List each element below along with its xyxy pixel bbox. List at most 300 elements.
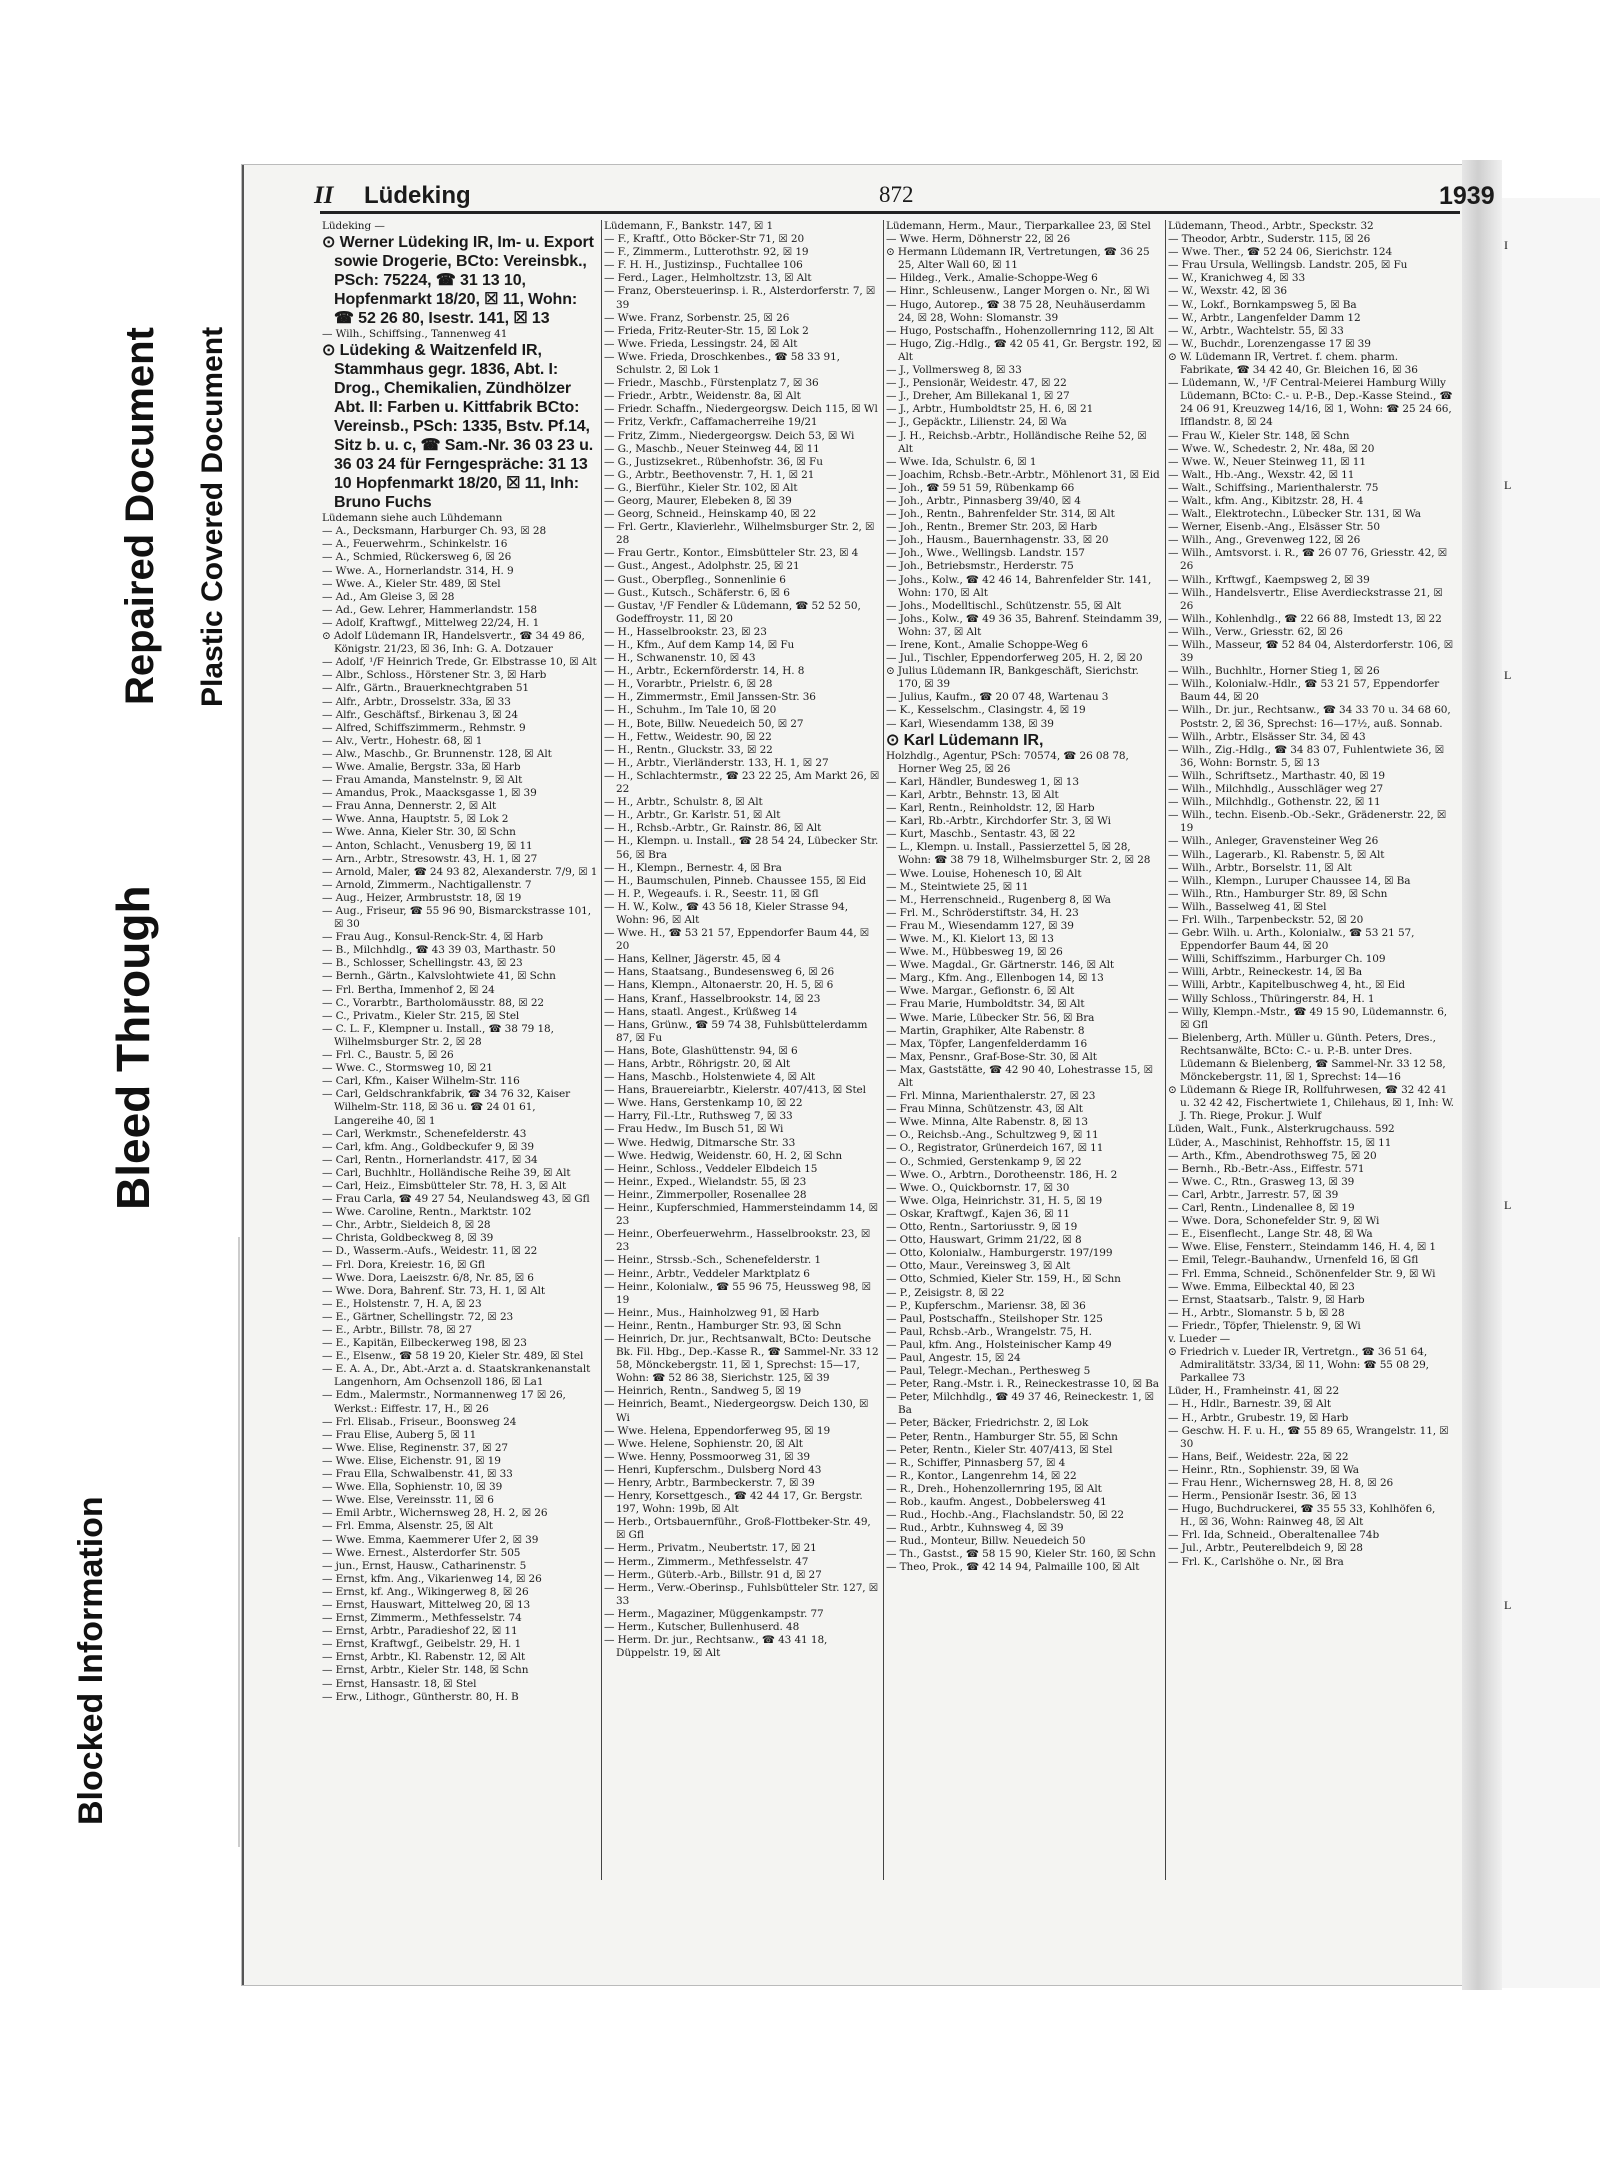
directory-entry: — Franz, Obersteuerinsp. i. R., Alsterdorferstr. 7, ☒ 39 bbox=[604, 285, 876, 311]
directory-entry: — Hans, Brauereiarbtr., Kielerstr. 407/413, ☒ Stel bbox=[604, 1084, 866, 1097]
directory-entry: — Frl. Emma, Alsenstr. 25, ☒ Alt bbox=[322, 1520, 493, 1533]
directory-entry: — H., Vorarbtr., Prielstr. 6, ☒ 28 bbox=[604, 678, 773, 691]
directory-entry: — Wilh., Kohlenhdlg., ☎ 22 66 88, Imstedt 13, ☒ 22 bbox=[1168, 612, 1442, 625]
directory-entry: — C., Vorarbtr., Bartholomäusstr. 88, ☒ 22 bbox=[322, 996, 545, 1009]
directory-entry: — Wwe. Herm, Döhnerstr 22, ☒ 26 bbox=[886, 233, 1071, 246]
directory-entry: — W., Kranichweg 4, ☒ 33 bbox=[1168, 272, 1306, 285]
next-page-fragment: L bbox=[1504, 1598, 1512, 1612]
directory-entry: — Peter, Milchhdlg., ☎ 49 37 46, Reineckestr. 1, ☒ Ba bbox=[886, 1391, 1154, 1417]
column-4 bbox=[1168, 220, 1454, 1890]
directory-entry: — Wilh., techn. Eisenb.-Ob.-Sekr., Grädenerstr. 22, ☒ 19 bbox=[1168, 809, 1447, 835]
directory-entry: — H., Klempn., Bernestr. 4, ☒ Bra bbox=[604, 861, 782, 874]
directory-entry: — F., Zimmerm., Lutterothstr. 92, ☒ 19 bbox=[604, 246, 809, 259]
directory-entry: — Alfr., Arbtr., Drosselstr. 33a, ☒ 33 bbox=[322, 695, 511, 708]
directory-entry: — Wwe. M., Hübbesweg 19, ☒ 26 bbox=[886, 946, 1063, 959]
directory-entry: — Hans, Arbtr., Röhrigstr. 20, ☒ Alt bbox=[604, 1058, 791, 1070]
directory-entry: — Fritz, Zimm., Niedergeorgsw. Deich 53, ☒ Wi bbox=[604, 429, 855, 442]
column-divider bbox=[883, 220, 884, 1880]
directory-entry: — Arnold, Maler, ☎ 24 93 82, Alexanderstr. 7/9, ☒ 1 bbox=[322, 865, 598, 878]
directory-entry: — Gust., Angest., Adolphstr. 25, ☒ 21 bbox=[604, 560, 800, 573]
directory-entry: — M., Steintwiete 25, ☒ 11 bbox=[886, 880, 1029, 893]
directory-entry: Lüdemann, F., Bankstr. 147, ☒ 1 bbox=[604, 220, 774, 232]
directory-entry: Holzhdlg., Agentur, PSch: 70574, ☎ 26 08 78, Horner Weg 25, ☒ 26 bbox=[886, 749, 1129, 775]
directory-entry: — Henry, Korsettgesch., ☎ 42 44 17, Gr. Bergstr. 197, Wohn: 199b, ☒ Alt bbox=[604, 1490, 863, 1516]
directory-entry: — Ferd., Lager., Helmholtzstr. 13, ☒ Alt bbox=[604, 272, 812, 285]
directory-entry: — Alfr., Geschäftsf., Birkenau 3, ☒ 24 bbox=[322, 708, 518, 721]
directory-entry: — Wwe. Franz, Sorbenstr. 25, ☒ 26 bbox=[604, 311, 790, 324]
directory-entry: — Ernst, kfm. Ang., Vikarienweg 14, ☒ 26 bbox=[322, 1572, 542, 1585]
directory-entry: — Frl. K., Carlshöhe o. Nr., ☒ Bra bbox=[1168, 1555, 1344, 1568]
directory-entry: — Herm., Güterb.-Arb., Billstr. 91 d, ☒ 27 bbox=[604, 1568, 822, 1581]
directory-entry: — Herm., Pensionär Isestr. 36, ☒ 13 bbox=[1168, 1490, 1357, 1503]
directory-entry: Lüdemann siehe auch Lühdemann bbox=[322, 512, 503, 525]
directory-entry: — Otto, Hauswart, Grimm 21/22, ☒ 8 bbox=[886, 1234, 1082, 1247]
directory-entry: — Hugo, Autorep., ☎ 38 75 28, Neuhäuserdamm 24, ☒ 28, Wohn: Slomanstr. 39 bbox=[886, 298, 1146, 324]
directory-entry: — Herm., Verw.-Oberinsp., Fuhlsbütteler Str. 127, ☒ 33 bbox=[604, 1581, 879, 1607]
directory-entry: — Ernst, Zimmerm., Methfesselstr. 74 bbox=[322, 1612, 522, 1625]
header-roman: II bbox=[314, 182, 334, 209]
directory-entry: — Adolf, Kraftwgf., Mittelweg 22/24, H. 1 bbox=[322, 616, 540, 629]
directory-entry: — Joh., Arbtr., Pinnasberg 39/40, ☒ 4 bbox=[886, 494, 1081, 507]
directory-entry: — Ernst, Kraftwgf., Geibelstr. 29, H. 1 bbox=[322, 1638, 522, 1651]
directory-entry: — E., Kapitän, Eilbeckerweg 198, ☒ 23 bbox=[322, 1337, 527, 1350]
directory-entry: — Joh., Betriebsmstr., Herderstr. 75 bbox=[886, 560, 1074, 573]
directory-entry: — Peter, Rentn., Kieler Str. 407/413, ☒ Stel bbox=[886, 1443, 1113, 1456]
directory-entry: — E., Arbtr., Billstr. 78, ☒ 27 bbox=[322, 1324, 472, 1336]
directory-entry: Lüdemann, Herm., Maur., Tierparkallee 23, ☒ Stel bbox=[886, 220, 1151, 232]
directory-entry: — Herb., Ortsbauernführ., Groß-Flottbeker-Str. 49, ☒ Gfl bbox=[604, 1516, 871, 1542]
directory-entry: — Frl. Bertha, Immenhof 2, ☒ 24 bbox=[322, 983, 495, 996]
directory-entry: — Herm., Privatm., Neubertstr. 17, ☒ 21 bbox=[604, 1542, 817, 1555]
directory-entry: — Bernh., Gärtn., Kalvslohtwiete 41, ☒ Schn bbox=[322, 970, 556, 983]
directory-entry: — Wwe. Hedwig, Weidenstr. 60, H. 2, ☒ Schn bbox=[604, 1149, 843, 1162]
directory-entry: — Wwe. A., Kieler Str. 489, ☒ Stel bbox=[322, 577, 501, 590]
directory-entry: — Otto, Kolonialw., Hamburgerstr. 197/199 bbox=[886, 1247, 1113, 1260]
directory-entry: — Wwe. Minna, Alte Rabenstr. 8, ☒ 13 bbox=[886, 1116, 1088, 1129]
directory-entry: — Max, Töpfer, Langenfelderdamm 16 bbox=[886, 1037, 1088, 1050]
directory-entry: — Friedr., Töpfer, Thielenstr. 9, ☒ Wi bbox=[1168, 1319, 1361, 1332]
directory-entry: — H., Arbtr., Grubestr. 19, ☒ Harb bbox=[1168, 1411, 1349, 1424]
directory-entry: — Wilh., Rtn., Hamburger Str. 89, ☒ Schn bbox=[1168, 887, 1388, 900]
directory-entry: — Heinr., Mus., Hainholzweg 91, ☒ Harb bbox=[604, 1306, 820, 1319]
directory-entry: — W., Arbtr., Langenfelder Damm 12 bbox=[1168, 311, 1361, 324]
directory-entry: ⊙ Karl Lüdemann IR, bbox=[886, 731, 1044, 749]
directory-entry: — A., Decksmann, Harburger Ch. 93, ☒ 28 bbox=[322, 525, 547, 538]
directory-entry: — Max, Pensnr., Graf-Bose-Str. 30, ☒ Alt bbox=[886, 1050, 1097, 1063]
directory-entry: Lüdeking — bbox=[322, 220, 385, 232]
directory-entry: — Emil Arbtr., Wichernsweg 28, H. 2, ☒ 26 bbox=[322, 1507, 548, 1520]
directory-entry: — M., Herrenschneid., Rugenberg 8, ☒ Wa bbox=[886, 893, 1111, 906]
directory-entry: ⊙ Friedrich v. Lueder IR, Vertretgn., ☎ 36 51 64, Admiralitätstr. 33/34, ☒ 11, Wohn: ☎ 55 08 29, Parkallee 73 bbox=[1168, 1346, 1429, 1385]
directory-entry: — Willi, Arbtr., Reineckestr. 14, ☒ Ba bbox=[1168, 966, 1362, 979]
directory-entry: — Friedr., Arbtr., Weidenstr. 8a, ☒ Alt bbox=[604, 390, 801, 403]
next-page-fragment: L bbox=[1504, 668, 1512, 682]
directory-entry: — Heinr., Exped., Wielandstr. 55, ☒ 23 bbox=[604, 1175, 807, 1188]
directory-entry: — H., Zimmermstr., Emil Janssen-Str. 36 bbox=[604, 691, 816, 704]
directory-entry: — Chr., Arbtr., Sieldeich 8, ☒ 28 bbox=[322, 1219, 491, 1232]
directory-entry: — Wilh., Buchhltr., Horner Stieg 1, ☒ 26 bbox=[1168, 665, 1380, 678]
directory-entry: — Christa, Goldbeckweg 8, ☒ 39 bbox=[322, 1232, 494, 1245]
directory-entry: — Ernst, Arbtr., Paradieshof 22, ☒ 11 bbox=[322, 1625, 518, 1638]
directory-entry: — Hugo, Buchdruckerei, ☎ 35 55 33, Kohlhöfen 6, H., ☒ 36, Wohn: Rainweg 48, ☒ Alt bbox=[1168, 1503, 1436, 1529]
directory-entry: — Frau Minna, Schützenstr. 43, ☒ Alt bbox=[886, 1103, 1083, 1116]
directory-entry: ⊙ Lüdeking & Waitzenfeld IR, Stammhaus gegr. 1836, Abt. I: Drog., Chemikalien, Zündhölzer Abt. II: Farben u. Kittfabrik BCto: Vereinsb., PSch: 1335, Bstv. Pf.14, Sitz b. u. c, ☎ Sam.-Nr. 36 03 23 u. 36 03 24 für Ferngespräche: 31 13 10 Hopfenmarkt 18/20, ☒ 11, Inh: Bruno Fuchs bbox=[322, 342, 594, 512]
directory-entry: — Heinr., Rentn., Hamburger Str. 93, ☒ Schn bbox=[604, 1319, 842, 1332]
directory-entry: — Hildeg., Verk., Amalie-Schoppe-Weg 6 bbox=[886, 272, 1098, 285]
directory-entry: — Lüdemann, W., ¹/F Central-Meierei Hamburg Willy Lüdemann, BCto: C.- u. P.-B., Dep.-Kasse Steind., ☎ 24 06 91, Kreuzweg 14/16, ☒ 1, Wohn: ☎ 25 24 66, Ifflandstr. 8, ☒ 24 bbox=[1168, 377, 1453, 429]
directory-entry: — Ernst, Arbtr., Kl. Rabenstr. 12, ☒ Alt bbox=[322, 1651, 526, 1664]
directory-entry: — Carl, Kfm., Kaiser Wilhelm-Str. 116 bbox=[322, 1075, 520, 1088]
directory-entry: — Wwe. Henny, Possmoorweg 31, ☒ 39 bbox=[604, 1450, 810, 1463]
directory-entry: — Heinr., Zimmerpoller, Rosenallee 28 bbox=[604, 1188, 807, 1201]
directory-entry: — Alfr., Gärtn., Brauerknechtgraben 51 bbox=[322, 682, 529, 695]
directory-entry: — Wwe. Ida, Schulstr. 6, ☒ 1 bbox=[886, 455, 1037, 468]
torn-page-tab bbox=[120, 1237, 238, 1847]
directory-entry: — Hans, staatl. Angest., Krüßweg 14 bbox=[604, 1005, 798, 1018]
directory-entry: — Ernst, Arbtr., Kieler Str. 148, ☒ Schn bbox=[322, 1664, 529, 1677]
directory-entry: — Heinr., Oberfeuerwehrm., Hasselbrookstr. 23, ☒ 23 bbox=[604, 1228, 871, 1254]
directory-entry: — Amandus, Prok., Maacksgasse 1, ☒ 39 bbox=[322, 787, 537, 800]
directory-entry: — W., Arbtr., Wachtelstr. 55, ☒ 33 bbox=[1168, 324, 1344, 337]
directory-entry: — Fritz, Verkfr., Caffamacherreihe 19/21 bbox=[604, 416, 818, 429]
directory-entry: — O., Registrator, Grünerdeich 167, ☒ 11 bbox=[886, 1142, 1104, 1155]
directory-entry: ⊙ Werner Lüdeking IR, Im- u. Export sowie Drogerie, BCto: Vereinsbk., PSch: 75224, ☎ 31 13 10, Hopfenmarkt 18/20, ☒ 11, Wohn: ☎ 52 26 80, Isestr. 141, ☒ 13 bbox=[322, 234, 594, 328]
directory-entry: — Marg., Kfm. Ang., Ellenbogen 14, ☒ 13 bbox=[886, 972, 1104, 985]
page-header bbox=[314, 182, 1495, 212]
directory-entry: — Wilh., Kolonialw.-Hdlr., ☎ 53 21 57, Eppendorfer Baum 44, ☒ 20 bbox=[1168, 678, 1440, 704]
directory-entry: — Jul., Tischler, Eppendorferweg 205, H. 2, ☒ 20 bbox=[886, 652, 1143, 665]
directory-entry: — Henri, Kupferschm., Dulsberg Nord 43 bbox=[604, 1463, 822, 1476]
directory-entry: — Wwe. Hedwig, Ditmarsche Str. 33 bbox=[604, 1136, 796, 1149]
directory-entry: — Werner, Eisenb.-Ang., Elsässer Str. 50 bbox=[1168, 521, 1380, 534]
directory-entry: — H., Arbtr., Gr. Karlstr. 51, ☒ Alt bbox=[604, 809, 781, 822]
directory-entry: — Rud., Hochb.-Ang., Flachslandstr. 50, ☒ 22 bbox=[886, 1509, 1124, 1522]
directory-entry: — Johs., Modelltischl., Schützenstr. 55, ☒ Alt bbox=[886, 599, 1122, 612]
directory-entry: — H., Arbtr., Eckernförderstr. 14, H. 8 bbox=[604, 665, 805, 678]
directory-entry: — Carl, Arbtr., Jarrestr. 57, ☒ 39 bbox=[1168, 1188, 1339, 1201]
directory-entry: — Wwe. Elise, Fensterr., Steindamm 146, H. 4, ☒ 1 bbox=[1168, 1241, 1436, 1254]
directory-entry: — Aug., Friseur, ☎ 55 96 90, Bismarckstrasse 101, ☒ 30 bbox=[322, 905, 591, 931]
directory-entry: — Paul, kfm. Ang., Holsteinischer Kamp 49 bbox=[886, 1338, 1112, 1351]
directory-entry: — Frl. Dora, Kreiestr. 16, ☒ Gfl bbox=[322, 1258, 485, 1271]
directory-entry: ⊙ Hermann Lüdemann IR, Vertretungen, ☎ 36 25 25, Alter Wall 60, ☒ 11 bbox=[886, 246, 1150, 272]
directory-entry: — J., Vollmersweg 8, ☒ 33 bbox=[886, 364, 1022, 377]
directory-entry: — Harry, Fil.-Ltr., Ruthsweg 7, ☒ 33 bbox=[604, 1110, 793, 1123]
directory-entry: — Johs., Kolw., ☎ 49 36 35, Bahrenf. Steindamm 39, Wohn: 37, ☒ Alt bbox=[886, 612, 1162, 638]
directory-entry: — W., Wexstr. 42, ☒ 36 bbox=[1168, 285, 1287, 298]
directory-entry: — H., Kfm., Auf dem Kamp 14, ☒ Fu bbox=[604, 639, 795, 651]
directory-entry: — Johs., Kolw., ☎ 42 46 14, Bahrenfelder Str. 141, Wohn: 170, ☒ Alt bbox=[886, 573, 1152, 599]
directory-entry: — Wilh., Lagerarb., Kl. Rabenstr. 5, ☒ Alt bbox=[1168, 848, 1385, 861]
directory-entry: — Paul, Angestr. 15, ☒ 24 bbox=[886, 1351, 1021, 1364]
directory-entry: — H., Rchsb.-Arbtr., Gr. Rainstr. 86, ☒ Alt bbox=[604, 822, 822, 835]
directory-entry: — Rob., kaufm. Angest., Dobbelersweg 41 bbox=[886, 1496, 1107, 1508]
directory-entry: — E., Eisenflecht., Lange Str. 48, ☒ Wa bbox=[1168, 1228, 1373, 1241]
directory-entry: — B., Schlosser, Schellingstr. 43, ☒ 23 bbox=[322, 957, 523, 970]
directory-entry: — Carl, Rentn., Hornerlandstr. 417, ☒ 34 bbox=[322, 1153, 538, 1166]
directory-entry: — Peter, Rang.-Mstr. i. R., Reineckestrasse 10, ☒ Ba bbox=[886, 1378, 1159, 1391]
directory-entry: — Wilh., Krftwgf., Kaempsweg 2, ☒ 39 bbox=[1168, 573, 1370, 586]
directory-entry: — O., Schmied, Gerstenkamp 9, ☒ 22 bbox=[886, 1155, 1082, 1168]
directory-entry: — Ad., Gew. Lehrer, Hammerlandstr. 158 bbox=[322, 603, 537, 616]
directory-entry: — W., Buchdr., Lorenzengasse 17 ☒ 39 bbox=[1168, 337, 1371, 350]
directory-entry: — Wwe. Anna, Hauptstr. 5, ☒ Lok 2 bbox=[322, 813, 509, 826]
directory-entry: — J., Dreher, Am Billekanal 1, ☒ 27 bbox=[886, 390, 1070, 403]
directory-entry: — Frl. Gertr., Klavierlehr., Wilhelmsburger Str. 2, ☒ 28 bbox=[604, 521, 875, 547]
directory-entry: — P., Zeisigstr. 8, ☒ 22 bbox=[886, 1286, 1005, 1299]
directory-entry: — Wwe. M., Kl. Kielort 13, ☒ 13 bbox=[886, 932, 1054, 945]
directory-entry: — Wwe. Louise, Hohenesch 10, ☒ Alt bbox=[886, 867, 1082, 880]
directory-entry: — Wwe. O., Quickbornstr. 17, ☒ 30 bbox=[886, 1181, 1070, 1194]
directory-entry: — Ernst, Staatsarb., Talstr. 9, ☒ Harb bbox=[1168, 1293, 1365, 1306]
directory-entry: — Heinrich, Beamt., Niedergeorgsw. Deich 130, ☒ Wi bbox=[604, 1398, 869, 1424]
directory-entry: — Theo, Prok., ☎ 42 14 94, Palmaille 100, ☒ Alt bbox=[886, 1561, 1140, 1574]
directory-entry: — Frl. Wilh., Tarpenbeckstr. 52, ☒ 20 bbox=[1168, 913, 1364, 926]
directory-entry: Lüder, H., Framheinstr. 41, ☒ 22 bbox=[1168, 1385, 1340, 1398]
directory-entry: — Wwe. W., Schedestr. 2, Nr. 48a, ☒ 20 bbox=[1168, 442, 1375, 455]
directory-entry: — Joh., Rentn., Bremer Str. 203, ☒ Harb bbox=[886, 521, 1098, 534]
directory-entry: Lüden, Walt., Funk., Alsterkrugchauss. 592 bbox=[1168, 1123, 1395, 1136]
directory-entry: — Kurt, Maschb., Sentastr. 43, ☒ 22 bbox=[886, 828, 1076, 841]
directory-entry: — Hans, Klempn., Altonaerstr. 20, H. 5, ☒ 6 bbox=[604, 979, 834, 992]
directory-entry: — Frau Marie, Humboldtstr. 34, ☒ Alt bbox=[886, 998, 1085, 1011]
directory-entry: — J., Gepäcktr., Lilienstr. 24, ☒ Wa bbox=[886, 416, 1067, 429]
directory-entry: — F. H. H., Justizinsp., Fuchtallee 106 bbox=[604, 259, 803, 272]
directory-entry: — Arth., Kfm., Abendrothsweg 75, ☒ 20 bbox=[1168, 1149, 1377, 1162]
directory-entry: — Walt., Elektrotechn., Lübecker Str. 131, ☒ Wa bbox=[1168, 508, 1421, 521]
directory-entry: — E., Holstenstr. 7, H. A, ☒ 23 bbox=[322, 1297, 482, 1310]
directory-entry: — jun., Ernst, Hausw., Catharinenstr. 5 bbox=[322, 1559, 527, 1572]
directory-entry: — Frl. C., Baustr. 5, ☒ 26 bbox=[322, 1049, 454, 1062]
directory-entry: — Wwe. Frieda, Droschkenbes., ☎ 58 33 91, Schulstr. 2, ☒ Lok 1 bbox=[604, 350, 840, 377]
directory-entry: — Karl, Arbtr., Behnstr. 13, ☒ Alt bbox=[886, 788, 1059, 801]
directory-entry: — Frau Anna, Dennerstr. 2, ☒ Alt bbox=[322, 800, 497, 813]
directory-entry: — Bielenberg, Arth. Müller u. Günth. Peters, Dres., Rechtsanwälte, BCto: C.- u. P.-B. unter Dres. Lüdemann & Bielenberg, ☎ Sammel-Nr. 33 12 58, Mönckebergstr. 11, ☒ 1, Sprechst: 14—16 bbox=[1168, 1031, 1446, 1084]
directory-entry: — Wwe. Elise, Reginenstr. 37, ☒ 27 bbox=[322, 1441, 509, 1454]
directory-entry: — H., Arbtr., Vierländerstr. 133, H. 1, ☒ 27 bbox=[604, 756, 829, 769]
directory-entry: — Frau W., Kieler Str. 148, ☒ Schn bbox=[1168, 429, 1350, 442]
directory-entry: — Frau M., Wiesendamm 127, ☒ 39 bbox=[886, 919, 1074, 932]
directory-entry: — Heinr., Arbtr., Veddeler Marktplatz 6 bbox=[604, 1267, 810, 1280]
directory-entry: — Walt., Schiffsing., Marienthalerstr. 75 bbox=[1168, 481, 1379, 494]
directory-entry: — Hinr., Schleusenw., Langer Morgen o. Nr., ☒ Wi bbox=[886, 285, 1150, 298]
next-page-edge bbox=[1502, 198, 1600, 1988]
directory-entry: — Wwe. C., Stormsweg 10, ☒ 21 bbox=[322, 1062, 493, 1075]
directory-entry: — H., Baumschulen, Pinneb. Chaussee 155, ☒ Eid bbox=[604, 874, 867, 887]
directory-entry: — Geschw. H. F. u. H., ☎ 55 89 65, Wrangelstr. 11, ☒ 30 bbox=[1168, 1424, 1449, 1450]
directory-entry: — Wilh., Schriftsetz., Marthastr. 40, ☒ 19 bbox=[1168, 769, 1385, 782]
directory-entry: — Rud., Monteur, Billw. Neuedeich 50 bbox=[886, 1535, 1086, 1548]
directory-entry: — Wwe. A., Hornerlandstr. 314, H. 9 bbox=[322, 564, 514, 577]
directory-entry: — O., Reichsb.-Ang., Schultzweg 9, ☒ 11 bbox=[886, 1129, 1099, 1142]
directory-entry: — Frl. M., Schröderstiftstr. 34, H. 23 bbox=[886, 906, 1079, 919]
directory-entry: — Wilh., Handelsvertr., Elise Averdieckstrasse 21, ☒ 26 bbox=[1168, 586, 1443, 612]
directory-entry: — Wilh., Zig.-Hdlg., ☎ 34 83 07, Fuhlentwiete 36, ☒ 36, Wohn: Bornstr. 5, ☒ 13 bbox=[1168, 743, 1445, 769]
directory-entry: — Henry, Arbtr., Barmbeckerstr. 7, ☒ 39 bbox=[604, 1477, 815, 1489]
header-name: Lüdeking bbox=[364, 182, 471, 209]
directory-entry: Lüdemann, Theod., Arbtr., Speckstr. 32 bbox=[1168, 220, 1374, 232]
directory-entry: — Willy Schloss., Thüringerstr. 84, H. 1 bbox=[1168, 992, 1375, 1005]
header-page-number: 872 bbox=[879, 182, 914, 207]
directory-entry: — Frau Ursula, Wellingsb. Landstr. 205, ☒ Fu bbox=[1168, 259, 1408, 272]
next-page-fragment: L bbox=[1504, 1198, 1512, 1212]
directory-entry: — Arnold, Zimmerm., Nachtigallenstr. 7 bbox=[322, 878, 532, 891]
directory-entry: — Wilh., Schiffsing., Tannenweg 41 bbox=[322, 328, 508, 341]
directory-entry: — H., Arbtr., Schulstr. 8, ☒ Alt bbox=[604, 796, 763, 809]
directory-entry: — Frau Ella, Schwalbenstr. 41, ☒ 33 bbox=[322, 1468, 513, 1481]
directory-entry: — Hans, Kranf., Hasselbrookstr. 14, ☒ 23 bbox=[604, 992, 821, 1005]
directory-entry: — Georg, Maurer, Elebeken 8, ☒ 39 bbox=[604, 494, 792, 507]
directory-entry: — Wilh., Ang., Grevenweg 122, ☒ 26 bbox=[1168, 534, 1361, 547]
column-1 bbox=[322, 220, 598, 1890]
directory-entry: — Willi, Schiffszimm., Harburger Ch. 109 bbox=[1168, 953, 1386, 966]
directory-entry: — Carl, Heiz., Eimsbütteler Str. 78, H. 3, ☒ Alt bbox=[322, 1179, 567, 1192]
directory-entry: — Emil, Telegr.-Bauhandw., Urnenfeld 16, ☒ Gfl bbox=[1168, 1254, 1419, 1267]
directory-entry: — Carl, Rentn., Lindenallee 8, ☒ 19 bbox=[1168, 1202, 1355, 1215]
directory-entry: — H., Schwanenstr. 10, ☒ 43 bbox=[604, 652, 756, 665]
directory-entry: — Erw., Lithogr., Güntherstr. 80, H. B bbox=[322, 1690, 519, 1703]
directory-entry: — Wwe. Dora, Bahrenf. Str. 73, H. 1, ☒ Alt bbox=[322, 1284, 546, 1297]
directory-entry: — Heinrich, Rentn., Sandweg 5, ☒ 19 bbox=[604, 1385, 802, 1398]
directory-entry: — Carl, Geldschrankfabrik, ☎ 34 76 32, Kaiser Wilhelm-Str. 118, ☒ 36 u. ☎ 24 01 61, Langereihe 40, ☒ 1 bbox=[322, 1088, 571, 1127]
directory-entry: — Frau Elise, Auberg 5, ☒ 11 bbox=[322, 1428, 477, 1441]
directory-entry: — Wwe. Frieda, Lessingstr. 24, ☒ Alt bbox=[604, 337, 798, 350]
directory-entry: — Frieda, Fritz-Reuter-Str. 15, ☒ Lok 2 bbox=[604, 324, 809, 337]
directory-entry: — Friedr., Maschb., Fürstenplatz 7, ☒ 36 bbox=[604, 377, 819, 390]
directory-entry: — F., Kraftf., Otto Böcker-Str 71, ☒ 20 bbox=[604, 233, 805, 246]
directory-entry: — Aug., Heizer, Armbruststr. 18, ☒ 19 bbox=[322, 891, 522, 904]
directory-entry: — Herm., Kutscher, Bullenhuserd. 48 bbox=[604, 1621, 800, 1634]
directory-entry: — Hans, Kellner, Jägerstr. 45, ☒ 4 bbox=[604, 953, 781, 966]
directory-entry: — Wilh., Arbtr., Borselstr. 11, ☒ Alt bbox=[1168, 861, 1352, 874]
directory-entry: — H. W., Kolw., ☎ 43 56 18, Kieler Strasse 94, Wohn: 96, ☒ Alt bbox=[604, 900, 848, 926]
directory-entry: — H., Schlachtermstr., ☎ 23 22 25, Am Markt 26, ☒ 22 bbox=[604, 769, 880, 796]
directory-entry: — Georg, Schneid., Heinskamp 40, ☒ 22 bbox=[604, 508, 817, 521]
directory-entry: — Frl. Emma, Schneid., Schönenfelder Str. 9, ☒ Wi bbox=[1168, 1267, 1436, 1280]
directory-entry: — Wilh., Verw., Griesstr. 62, ☒ 26 bbox=[1168, 625, 1343, 638]
directory-entry: — Gust., Kutsch., Schäferstr. 6, ☒ 6 bbox=[604, 586, 790, 599]
directory-entry: — Oskar, Kraftwgf., Kajen 36, ☒ 11 bbox=[886, 1207, 1070, 1220]
directory-entry: — Carl, Werkmstr., Schenefelderstr. 43 bbox=[322, 1127, 527, 1140]
directory-entry: — Paul, Rchsb.-Arb., Wrangelstr. 75, H. bbox=[886, 1325, 1092, 1338]
directory-entry: — Wwe. C., Rtn., Grasweg 13, ☒ 39 bbox=[1168, 1175, 1355, 1188]
directory-entry: — Joh., Hausm., Bauernhagenstr. 33, ☒ 20 bbox=[886, 534, 1109, 547]
directory-entry: — Martin, Graphiker, Alte Rabenstr. 8 bbox=[886, 1024, 1085, 1037]
directory-entry: — Hans, Grünw., ☎ 59 74 38, Fuhlsbüttelerdamm 87, ☒ Fu bbox=[604, 1018, 868, 1044]
directory-entry: — E., Elsenw., ☎ 58 19 20, Kieler Str. 489, ☒ Stel bbox=[322, 1350, 584, 1363]
directory-entry: — Peter, Rentn., Hamburger Str. 55, ☒ Schn bbox=[886, 1430, 1118, 1443]
directory-entry: — H., Arbtr., Slomanstr. 5 b, ☒ 28 bbox=[1168, 1306, 1345, 1319]
directory-entry: — Wilh., Arbtr., Elsässer Str. 34, ☒ 43 bbox=[1168, 730, 1366, 743]
directory-entry: — L., Klempn. u. Install., Passierzettel 5, ☒ 28, Wohn: ☎ 38 79 18, Wilhelmsburger Str. 2, ☒ 28 bbox=[886, 841, 1151, 867]
stamp-blocked-information: Blocked Information bbox=[72, 1496, 110, 1825]
directory-entry: — Willi, Arbtr., Kapitelbuschweg 4, ht., ☒ Eid bbox=[1168, 979, 1405, 992]
directory-entry: — Frl. Minna, Marienthalerstr. 27, ☒ 23 bbox=[886, 1090, 1096, 1103]
directory-entry: — Heinr., Rtn., Sophienstr. 39, ☒ Wa bbox=[1168, 1463, 1359, 1476]
directory-entry: — Joh., Wwe., Wellingsb. Landstr. 157 bbox=[886, 547, 1085, 560]
directory-entry: — Carl, Buchhltr., Holländische Reihe 39, ☒ Alt bbox=[322, 1166, 571, 1179]
directory-entry: — Wwe. Ella, Sophienstr. 10, ☒ 39 bbox=[322, 1481, 503, 1494]
directory-entry: — Alv., Vertr., Hohestr. 68, ☒ 1 bbox=[322, 734, 483, 747]
directory-entry: — Bernh., Rb.-Betr.-Ass., Eiffestr. 571 bbox=[1168, 1162, 1365, 1175]
directory-entry: — Hans, Staatsang., Bundesensweg 6, ☒ 26 bbox=[604, 966, 835, 979]
directory-entry: — Hans, Maschb., Holstenwiete 4, ☒ Alt bbox=[604, 1071, 816, 1084]
directory-entry: — Jul., Arbtr., Peuterelbdeich 9, ☒ 28 bbox=[1168, 1542, 1363, 1555]
directory-entry: — E., Gärtner, Schellingstr. 72, ☒ 23 bbox=[322, 1310, 514, 1323]
directory-entry: — Wilh., Basselweg 41, ☒ Stel bbox=[1168, 900, 1327, 913]
directory-entry: — D., Wasserm.-Aufs., Weidestr. 11, ☒ 22 bbox=[322, 1245, 538, 1258]
stamp-repaired-document: Repaired Document bbox=[118, 327, 162, 705]
directory-entry: v. Lueder — bbox=[1168, 1332, 1231, 1345]
column-divider bbox=[601, 220, 602, 1880]
directory-entry: — Ad., Am Gleise 3, ☒ 28 bbox=[322, 590, 455, 603]
directory-entry: — G., Justizsekret., Rübenhofstr. 36, ☒ Fu bbox=[604, 455, 823, 468]
directory-entry: — P., Kupferschm., Mariensr. 38, ☒ 36 bbox=[886, 1299, 1086, 1312]
directory-entry: ⊙ Adolf Lüdemann IR, Handelsvertr., ☎ 34 49 86, Königstr. 21/23, ☒ 36, Inh: G. A. Dotzauer bbox=[322, 630, 585, 656]
directory-entry: — Anton, Schlacht., Venusberg 19, ☒ 11 bbox=[322, 839, 533, 852]
stamp-plastic-covered-document: Plastic Covered Document bbox=[196, 326, 229, 707]
directory-entry: — Wwe. Ernest., Alsterdorfer Str. 505 bbox=[322, 1546, 521, 1559]
directory-entry: — Frau Aug., Konsul-Renck-Str. 4, ☒ Harb bbox=[322, 931, 543, 944]
directory-entry: — Wwe. Helena, Eppendorferweg 95, ☒ 19 bbox=[604, 1424, 831, 1437]
directory-entry: — Wilh., Milchhdlg., Ausschläger weg 27 bbox=[1168, 783, 1384, 796]
directory-entry: — A., Feuerwehrm., Schinkelstr. 16 bbox=[322, 538, 508, 551]
directory-entry: — Joh., ☎ 59 51 59, Rübenkamp 66 bbox=[886, 481, 1075, 494]
directory-entry: — R., Schiffer, Pinnasberg 57, ☒ 4 bbox=[886, 1456, 1066, 1469]
directory-entry: — Willy, Klempn.-Mstr., ☎ 49 15 90, Lüdemannstr. 6, ☒ Gfl bbox=[1168, 1005, 1448, 1031]
directory-entry: — Karl, Rentn., Reinholdstr. 12, ☒ Harb bbox=[886, 802, 1095, 815]
directory-entry: — Herm., Zimmerm., Methfesselstr. 47 bbox=[604, 1555, 809, 1568]
directory-entry: — R., Dreh., Hohenzollernring 195, ☒ Alt bbox=[886, 1482, 1102, 1495]
directory-entry: — Frl. Ida, Schneid., Oberaltenallee 74b bbox=[1168, 1529, 1380, 1542]
directory-entry: — Ernst, kf. Ang., Wikingerweg 8, ☒ 26 bbox=[322, 1585, 529, 1598]
column-divider bbox=[1165, 220, 1166, 1880]
directory-entry: — Hugo, Postschaffn., Hohenzollernring 112, ☒ Alt bbox=[886, 324, 1154, 337]
directory-entry: — Frau Henr., Wichernsweg 28, H. 8, ☒ 26 bbox=[1168, 1477, 1394, 1489]
directory-entry: — Th., Gastst., ☎ 58 15 90, Kieler Str. 160, ☒ Schn bbox=[886, 1548, 1156, 1561]
directory-entry: — Heinr., Kolonialw., ☎ 55 96 75, Heussweg 98, ☒ 19 bbox=[604, 1280, 871, 1306]
directory-entry: — E. A. A., Dr., Abt.-Arzt a. d. Staatskrankenanstalt Langenhorn, Am Ochsenzoll 186, ☒ La1 bbox=[322, 1363, 591, 1389]
directory-entry: — Wwe. H., ☎ 53 21 57, Eppendorfer Baum 44, ☒ 20 bbox=[604, 927, 870, 953]
directory-entry: — Otto, Maur., Vereinsweg 3, ☒ Alt bbox=[886, 1260, 1071, 1273]
directory-entry: — Irene, Kont., Amalie Schoppe-Weg 6 bbox=[886, 639, 1088, 651]
directory-entry: — Wwe. Dora, Laeiszstr. 6/8, Nr. 85, ☒ 6 bbox=[322, 1271, 534, 1284]
directory-entry: — Walt., Hb.-Ang., Wexstr. 42, ☒ 11 bbox=[1168, 468, 1355, 481]
directory-entry: — Karl, Wiesendamm 138, ☒ 39 bbox=[886, 717, 1054, 730]
directory-entry: — Heinrich, Dr. jur., Rechtsanwalt, BCto: Deutsche Bk. Fil. Hbg., Dep.-Kasse R., ☎ Sammel-Nr. 33 12 58, Mönckebergstr. 11, ☒ 1, Sprechst: 15—17, Wohn: ☎ 52 86 38, Sierichstr. 125, ☒ 39 bbox=[604, 1332, 879, 1385]
directory-entry: — Wwe. Amalie, Bergstr. 33a, ☒ Harb bbox=[322, 760, 521, 773]
directory-entry: — H., Schuhm., Im Tale 10, ☒ 20 bbox=[604, 704, 777, 717]
directory-entry: — Wwe. W., Neuer Steinweg 11, ☒ 11 bbox=[1168, 455, 1366, 468]
directory-entry: — Alw., Maschb., Gr. Brunnenstr. 128, ☒ Alt bbox=[322, 747, 552, 760]
directory-entry: — Wilh., Milchhdlg., Gothenstr. 22, ☒ 11 bbox=[1168, 796, 1381, 809]
column-2 bbox=[604, 220, 880, 1890]
directory-entry: — H., Hdlr., Barnestr. 39, ☒ Alt bbox=[1168, 1398, 1331, 1411]
directory-entry: — J., Arbtr., Humboldtstr 25, H. 6, ☒ 21 bbox=[886, 403, 1094, 416]
directory-entry: — Karl, Händler, Bundesweg 1, ☒ 13 bbox=[886, 775, 1079, 788]
directory-entry: — Herm., Magaziner, Müggenkampstr. 77 bbox=[604, 1607, 824, 1620]
directory-entry: — Wwe. Marie, Lübecker Str. 56, ☒ Bra bbox=[886, 1011, 1095, 1024]
directory-entry: — Wwe. Emma, Kaemmerer Ufer 2, ☒ 39 bbox=[322, 1533, 539, 1546]
directory-entry: — C., Privatm., Kieler Str. 215, ☒ Stel bbox=[322, 1009, 520, 1022]
header-rule bbox=[320, 211, 1460, 214]
directory-entry: — Wwe. Helene, Sophienstr. 20, ☒ Alt bbox=[604, 1437, 803, 1450]
directory-entry: — Carl, kfm. Ang., Goldbeckufer 9, ☒ 39 bbox=[322, 1140, 534, 1153]
directory-entry: — J., Pensionär, Weidestr. 47, ☒ 22 bbox=[886, 377, 1067, 390]
directory-entry: — W., Lokf., Bornkampsweg 5, ☒ Ba bbox=[1168, 298, 1357, 311]
directory-entry: — A., Schmied, Rückersweg 6, ☒ 26 bbox=[322, 551, 512, 564]
directory-entry: — Hans, Bote, Glashüttenstr. 94, ☒ 6 bbox=[604, 1044, 798, 1057]
